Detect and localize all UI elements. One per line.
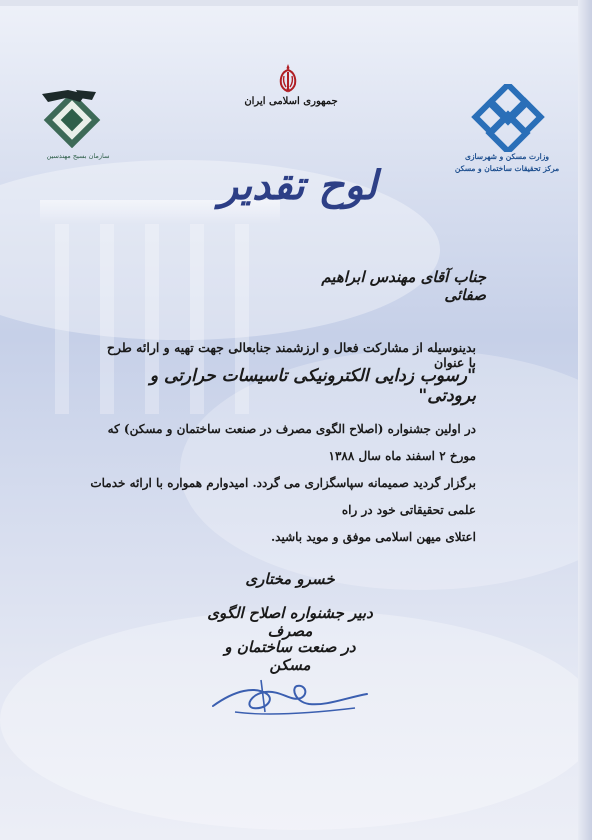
- body-paragraph: [80, 416, 476, 551]
- handwritten-signature: [205, 672, 375, 720]
- bhrc-logo: [468, 84, 548, 152]
- scan-edge-top: [0, 0, 592, 6]
- body-line-2: در اولین جشنواره (اصلاح الگوی مصرف در صنعت ساختمان و مسکن) که مورخ ۲ اسفند ماه سال ۱۳۸۸: [107, 422, 476, 463]
- emblem-caption: جمهوری اسلامی ایران: [244, 96, 338, 107]
- signatory-name: خسرو مختاری: [245, 570, 335, 588]
- signatory-role-line2: در صنعت ساختمان و مسکن: [224, 638, 356, 674]
- recipient-name: جناب آقای مهندس ابراهیم صفائی: [321, 268, 486, 304]
- right-logo-caption-line1: وزارت مسکن و شهرسازی: [465, 152, 549, 161]
- right-logo-caption-line2: مرکز تحقیقات ساختمان و مسکن: [454, 164, 560, 173]
- scan-edge-right: [578, 0, 592, 840]
- body-line-4: اعتلای میهن اسلامی موفق و موید باشید.: [270, 530, 476, 544]
- iran-emblem-icon: [275, 62, 301, 94]
- project-title: "رسوب زدایی الکترونیکی تاسیسات حرارتی و برودتی": [149, 366, 476, 406]
- certificate-title: لوح تقدیر: [218, 162, 378, 209]
- basij-engineers-logo: [36, 88, 106, 148]
- body-line-3: برگزار گردید صمیمانه سپاسگزاری می گردد. امیدوارم همواره با ارائه خدمات علمی تحقیقاتی خود در راه: [90, 476, 476, 517]
- body-line-1: بدینوسیله از مشارکت فعال و ارزشمند جنابعالی جهت تهیه و ارائه طرح با عنوان: [106, 340, 476, 370]
- signatory-role-line1: دبیر جشنواره اصلاح الگوی مصرف: [207, 604, 373, 640]
- left-logo-caption: سازمان بسیج مهندسین: [46, 152, 110, 160]
